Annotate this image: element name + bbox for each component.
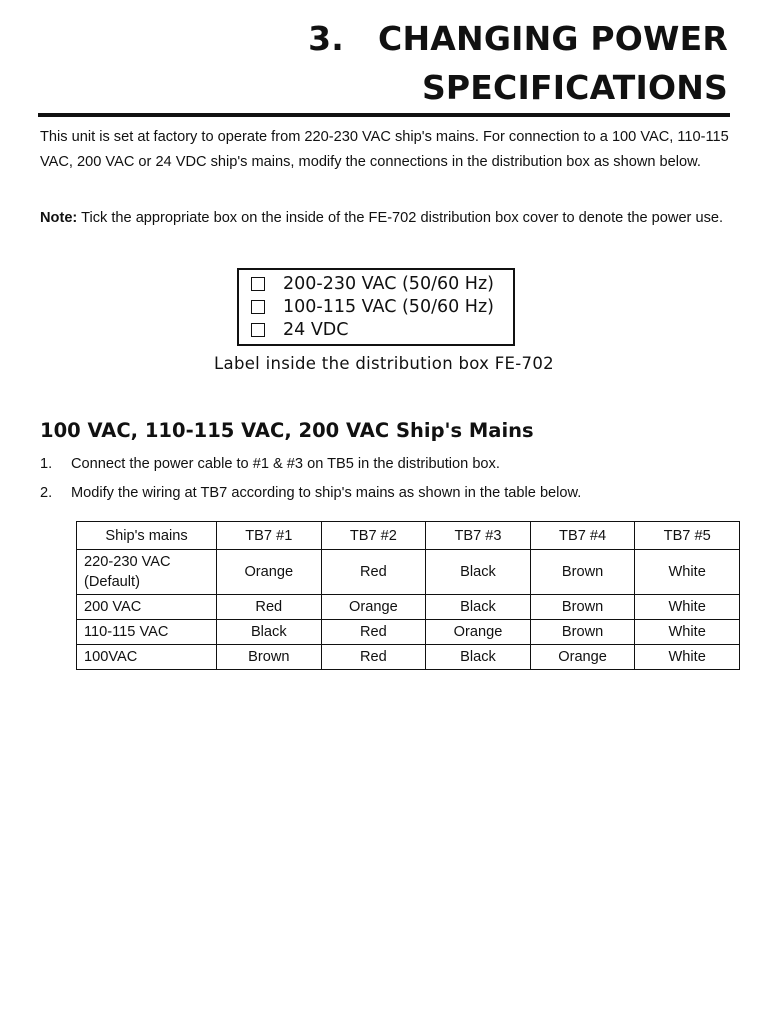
label-option-text: 24 VDC — [283, 319, 349, 340]
table-cell: White — [635, 595, 740, 620]
table-header-cell: TB7 #2 — [321, 522, 426, 550]
label-option — [251, 318, 513, 341]
procedure-step — [40, 453, 730, 482]
table-header-cell: Ship's mains — [77, 522, 217, 550]
mains-cell: 200 VAC — [77, 595, 217, 620]
table-cell: Brown — [530, 550, 635, 595]
step-text: Modify the wiring at TB7 according to ship's mains as shown in the table below. — [71, 485, 582, 501]
chapter-title-text-1: CHANGING POWER — [378, 19, 728, 58]
checkbox-icon — [251, 277, 265, 291]
note-paragraph — [40, 206, 730, 231]
table-cell: Orange — [426, 620, 531, 645]
table-cell: Red — [321, 620, 426, 645]
table-row — [77, 620, 740, 645]
step-number: 2. — [40, 485, 53, 501]
table-cell: Brown — [217, 645, 322, 670]
table-cell: Black — [426, 645, 531, 670]
table-cell: White — [635, 645, 740, 670]
mains-note: (Default) — [84, 574, 140, 590]
table-row — [77, 550, 740, 595]
wiring-table — [76, 521, 740, 670]
table-cell: White — [635, 620, 740, 645]
label-option — [251, 295, 513, 318]
mains-cell: 110-115 VAC — [77, 620, 217, 645]
label-option-text: 100-115 VAC (50/60 Hz) — [283, 296, 494, 317]
step-number: 1. — [40, 456, 53, 472]
table-header-cell: TB7 #4 — [530, 522, 635, 550]
section-heading: 100 VAC, 110-115 VAC, 200 VAC Ship's Mains — [40, 419, 534, 442]
step-text: Connect the power cable to #1 & #3 on TB5 in the distribution box. — [71, 456, 500, 472]
checkbox-icon — [251, 323, 265, 337]
table-cell: Brown — [530, 620, 635, 645]
table-cell: Brown — [530, 595, 635, 620]
table-cell: Black — [426, 550, 531, 595]
mains-cell: 100VAC — [77, 645, 217, 670]
table-header-cell: TB7 #5 — [635, 522, 740, 550]
table-cell: Red — [217, 595, 322, 620]
mains-cell — [77, 550, 217, 595]
label-option-text: 200-230 VAC (50/60 Hz) — [283, 273, 494, 294]
note-label: Note: — [40, 210, 78, 226]
mains-value: 220-230 VAC — [84, 554, 171, 570]
distribution-box-label — [237, 268, 515, 346]
checkbox-icon — [251, 300, 265, 314]
note-text: Tick the appropriate box on the inside of the FE-702 distribution box cover to denote the power use. — [77, 210, 724, 226]
table-cell: Orange — [217, 550, 322, 595]
chapter-number: 3. — [308, 19, 345, 58]
title-divider — [38, 113, 730, 117]
table-cell: Black — [426, 595, 531, 620]
procedure-step — [40, 482, 730, 511]
chapter-title-line-2: SPECIFICATIONS — [421, 68, 728, 107]
table-row — [77, 645, 740, 670]
label-option — [251, 272, 513, 295]
table-cell: White — [635, 550, 740, 595]
table-header-cell: TB7 #1 — [217, 522, 322, 550]
table-cell: Red — [321, 550, 426, 595]
table-header-row — [77, 522, 740, 550]
label-caption: Label inside the distribution box FE-702 — [214, 354, 554, 373]
table-row — [77, 595, 740, 620]
table-header-cell: TB7 #3 — [426, 522, 531, 550]
table-cell: Orange — [530, 645, 635, 670]
table-cell: Red — [321, 645, 426, 670]
chapter-title-line-1 — [308, 14, 728, 63]
chapter-title — [308, 14, 728, 112]
table-cell: Orange — [321, 595, 426, 620]
intro-paragraph: This unit is set at factory to operate from 220-230 VAC ship's mains. For connection to a 100 VAC, 110-115 VAC, 200 VAC or 24 VDC ship's mains, modify the connections in the distribution box as shown below. — [40, 129, 729, 170]
table-cell: Black — [217, 620, 322, 645]
procedure-steps — [40, 453, 730, 511]
